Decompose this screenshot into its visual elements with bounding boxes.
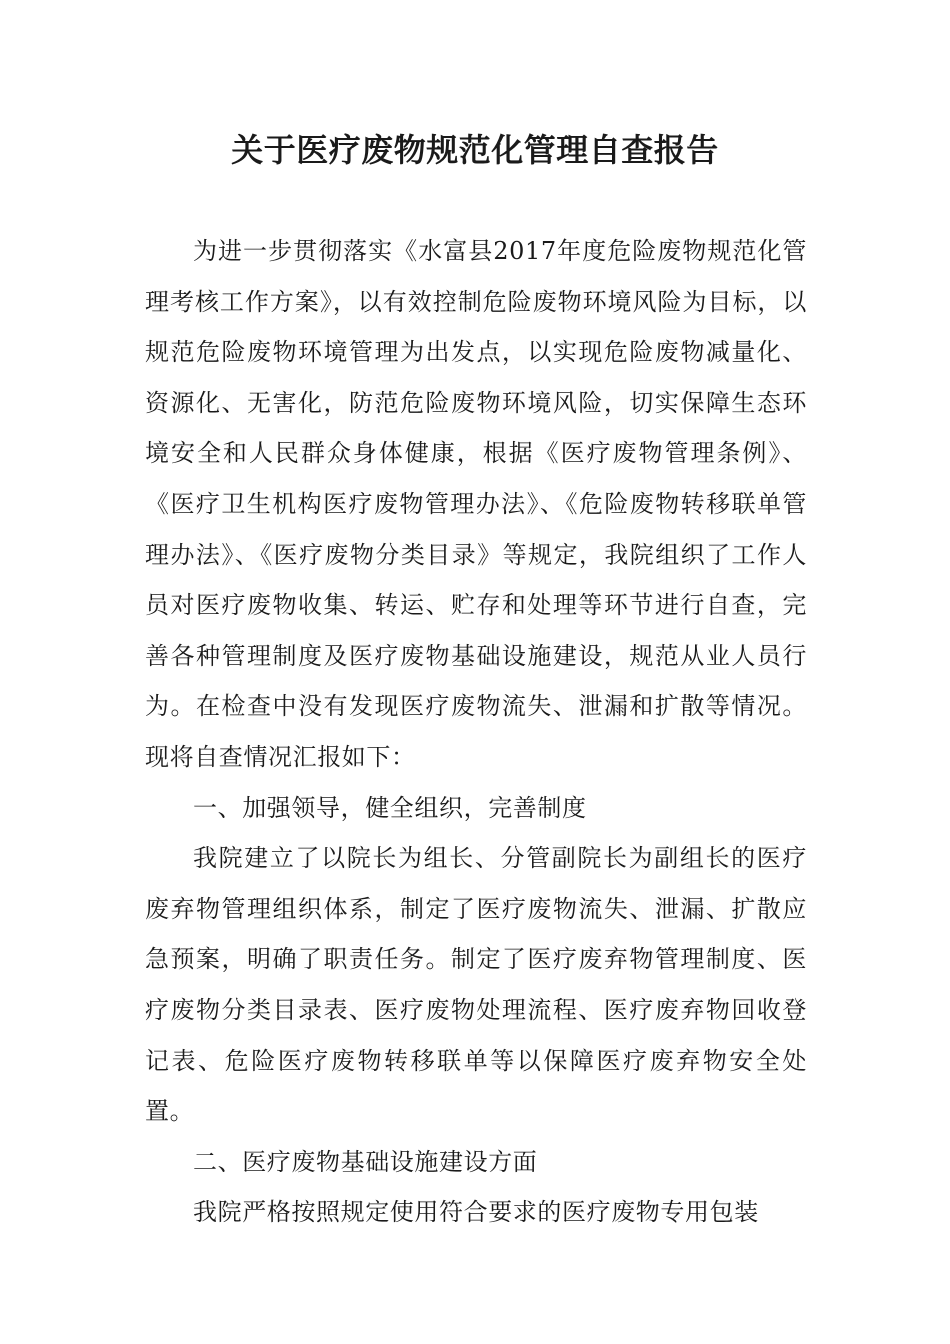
section-2-heading: 二、医疗废物基础设施建设方面 [193, 1147, 538, 1176]
intro-paragraph: 为进一步贯彻落实《水富县2017年度危险废物规范化管理考核工作方案》，以有效控制危险废物环境风险为目标，以规范危险废物环境管理为出发点，以实现危险废物减量化、资源化、无害化，防范危险废物环境风险，切实保障生态环境安全和人民群众身体健康，根据《医疗废物管理条例》、《医疗卫生机构医疗废物管理办法》、《危险废物转移联单管理办法》、《医疗废物分类目录》等规定，我院组织了工作人员对医疗废物收集、转运、贮存和处理等环节进行自查，完善各种管理制度及医疗废物基础设施建设，规范从业人员行为。在检查中没有发现医疗废物流失、泄漏和扩散等情况。现将自查情况汇报如下： [145, 237, 807, 771]
section-1-heading: 一、加强领导，健全组织，完善制度 [193, 793, 587, 822]
section-1-paragraph: 我院建立了以院长为组长、分管副院长为副组长的医疗废弃物管理组织体系，制定了医疗废物流失、泄漏、扩散应急预案，明确了职责任务。制定了医疗废弃物管理制度、医疗废物分类目录表、医疗废物处理流程、医疗废弃物回收登记表、危险医疗废物转移联单等以保障医疗废弃物安全处置。 [145, 844, 807, 1126]
section-2-paragraph: 我院严格按照规定使用符合要求的医疗废物专用包装 [193, 1198, 759, 1227]
document-body [145, 226, 807, 1238]
document-title: 关于医疗废物规范化管理自查报告 [231, 131, 719, 169]
